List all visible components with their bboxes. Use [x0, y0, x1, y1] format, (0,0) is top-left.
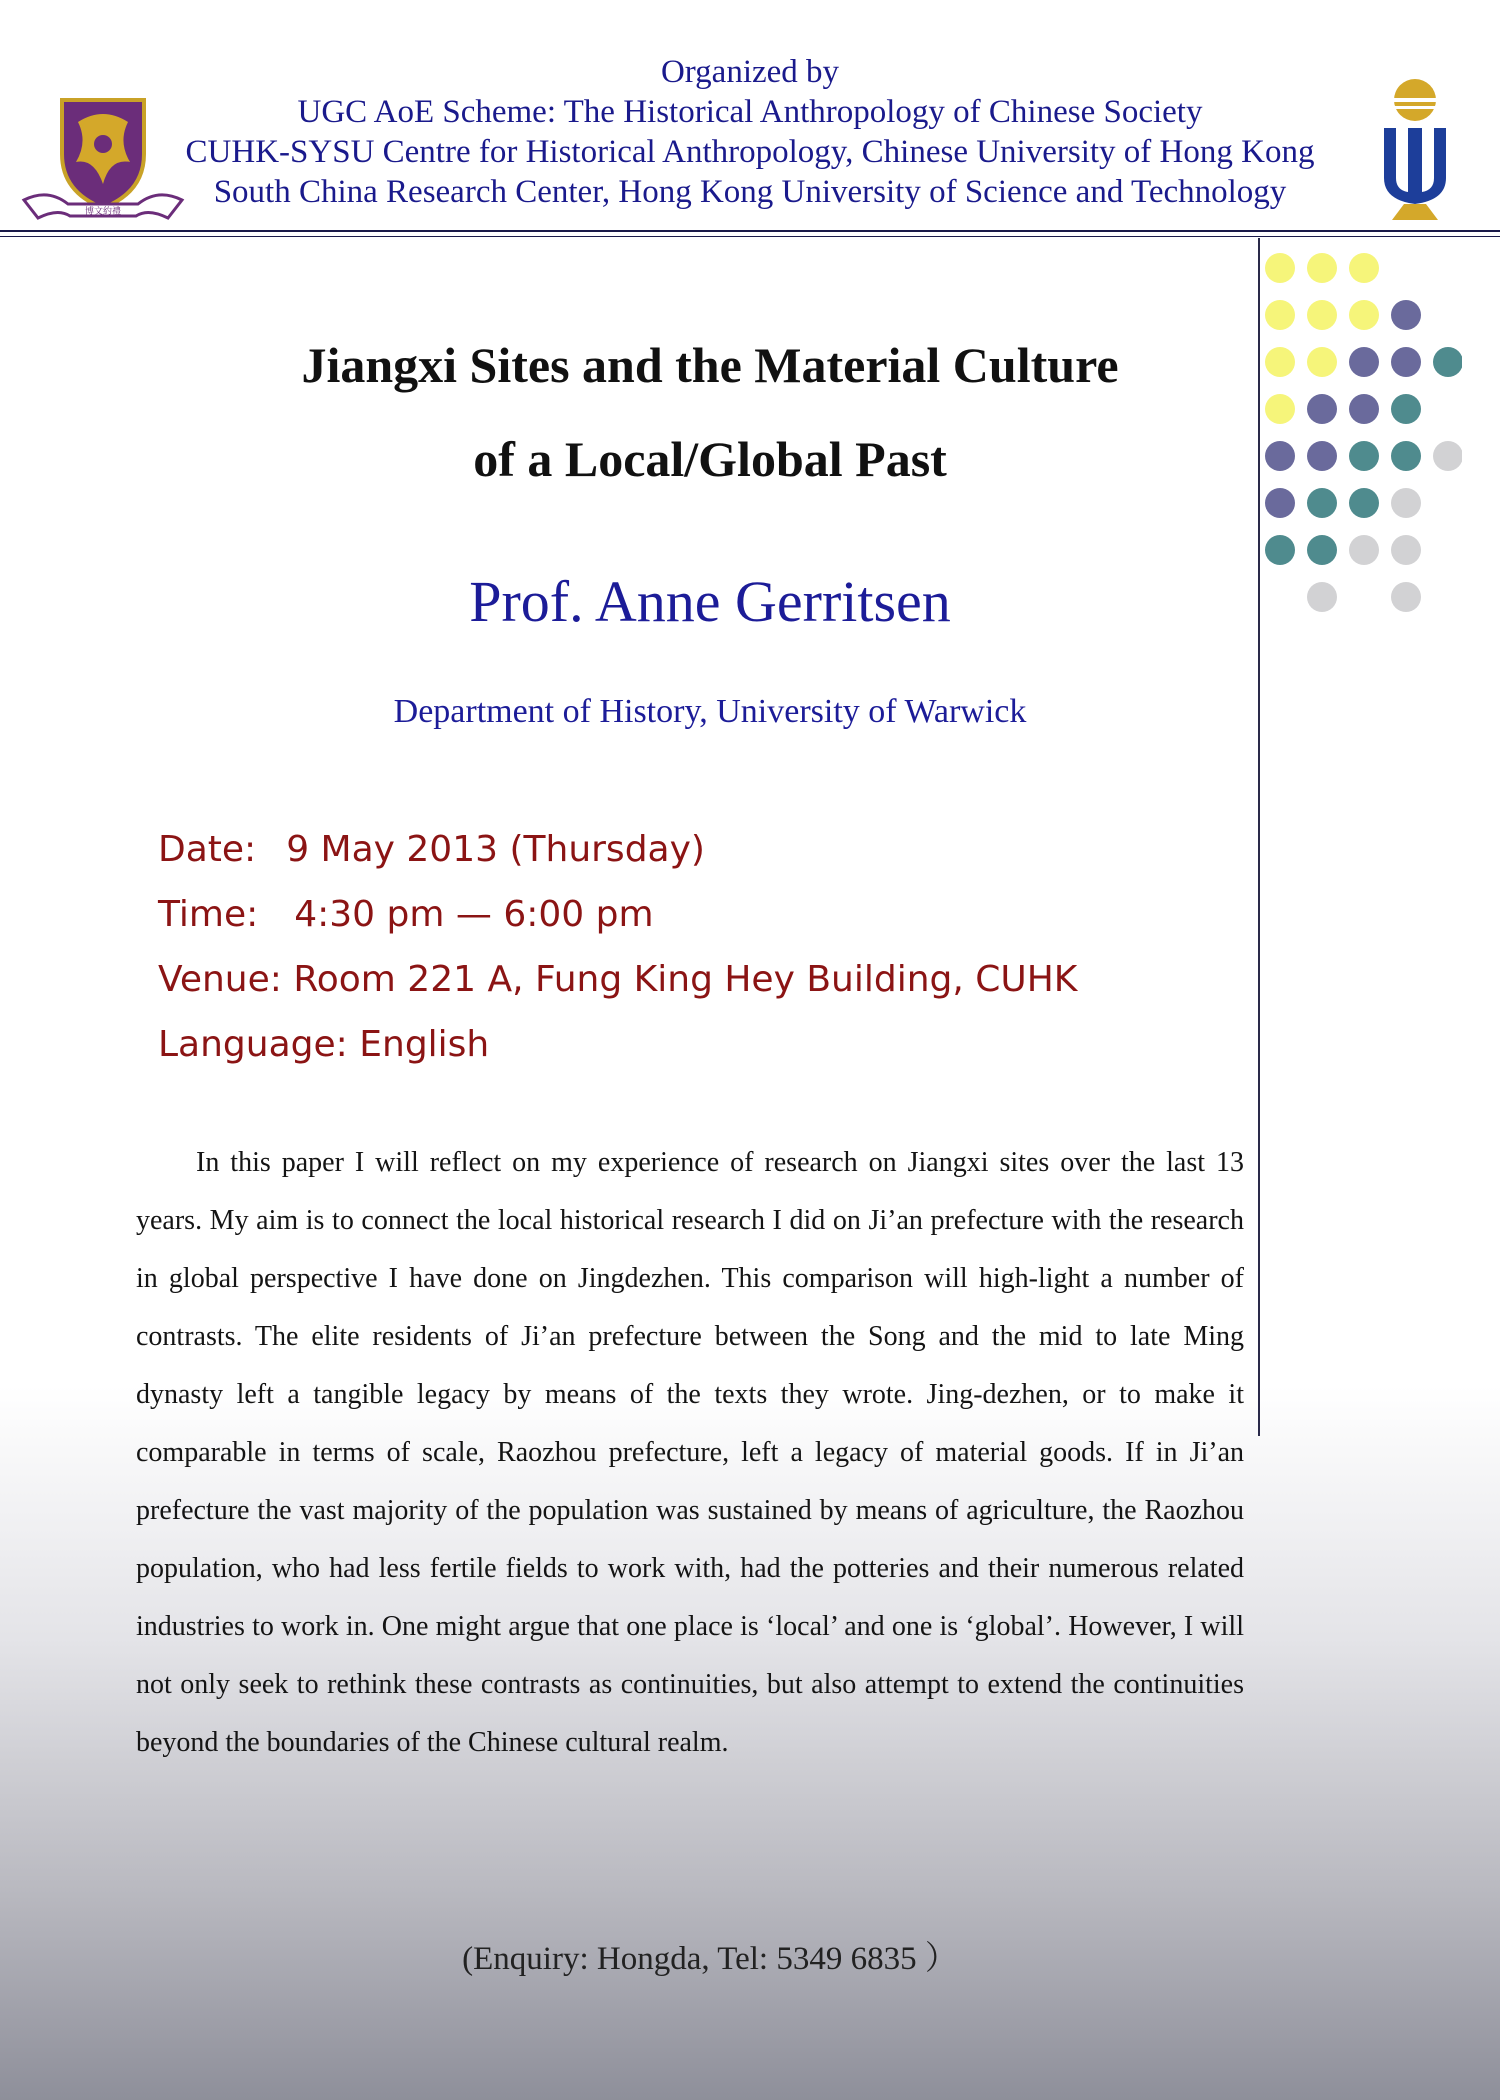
decorative-dot: [1433, 347, 1462, 377]
decorative-dot: [1307, 535, 1337, 565]
organizer-line-2: CUHK-SYSU Centre for Historical Anthropology, Chinese University of Hong Kong: [185, 134, 1315, 170]
organizer-line-1: UGC AoE Scheme: The Historical Anthropology of Chinese Society: [297, 94, 1203, 130]
header-rule-secondary: [0, 236, 1500, 237]
event-details: [158, 817, 1238, 1077]
language-value: English: [359, 1024, 490, 1065]
decorative-dot: [1349, 253, 1379, 283]
header: [0, 0, 1500, 240]
date-value: 9 May 2013 (Thursday): [286, 829, 705, 870]
decorative-dot: [1349, 300, 1379, 330]
decorative-dot: [1307, 394, 1337, 424]
decorative-dot: [1349, 441, 1379, 471]
speaker-department: Department of History, University of Warwick: [393, 693, 1027, 730]
decorative-dot: [1307, 300, 1337, 330]
organized-by-label: Organized by: [660, 54, 840, 90]
decorative-dot: [1391, 347, 1421, 377]
decorative-dot: [1349, 347, 1379, 377]
title-line-1: Jiangxi Sites and the Material Culture: [301, 337, 1119, 393]
venue-row: [158, 947, 1238, 1012]
decorative-dot: [1391, 441, 1421, 471]
time-label: Time:: [158, 894, 259, 935]
venue-label: Venue:: [158, 959, 282, 1000]
decorative-dot: [1307, 441, 1337, 471]
enquiry-contact: (Enquiry: Hongda, Tel: 5349 6835 ）: [462, 1941, 958, 1977]
decorative-dot: [1307, 488, 1337, 518]
organizers: [140, 52, 1360, 212]
abstract-paragraph: In this paper I will reflect on my experience of research on Jiangxi sites over the last 13 years. My aim is to connect the local historical research I did on Ji’an prefecture with the research in global perspective I have done on Jingdezhen. This comparison will high-light a number of contrasts. The elite residents of Ji’an prefecture between the Song and the mid to late Ming dynasty left a tangible legacy by means of the texts they wrote. Jing-dezhen, or to make it comparable in terms of scale, Raozhou prefecture, left a legacy of material goods. If in Ji’an prefecture the vast majority of the population was sustained by means of agriculture, the Raozhou population, who had less fertile fields to work with, had the potteries and their numerous related industries to work in. One might argue that one place is ‘local’ and one is ‘global’. However, I will not only seek to rethink these contrasts as continuities, but also attempt to extend the continuities beyond the boundaries of the Chinese cultural realm.: [136, 1147, 1244, 1758]
decorative-dot: [1391, 582, 1421, 612]
date-row: [158, 817, 1238, 882]
event-title: [140, 318, 1280, 506]
decorative-dot: [1349, 488, 1379, 518]
header-rule: [0, 230, 1500, 232]
decorative-dot: [1391, 300, 1421, 330]
organizer-line-3: South China Research Center, Hong Kong University of Science and Technology: [213, 174, 1287, 210]
language-label: Language:: [158, 1024, 348, 1065]
decorative-dot: [1307, 253, 1337, 283]
decorative-dot: [1307, 582, 1337, 612]
decorative-dot: [1265, 253, 1295, 283]
date-label: Date:: [158, 829, 257, 870]
speaker-name: Prof. Anne Gerritsen: [469, 569, 951, 634]
venue-value: Room 221 A, Fung King Hey Building, CUHK: [293, 959, 1078, 1000]
title-line-2: of a Local/Global Past: [473, 431, 947, 487]
decorative-dot: [1433, 441, 1462, 471]
time-row: [158, 882, 1238, 947]
decorative-dot: [1265, 535, 1295, 565]
time-value: 4:30 pm — 6:00 pm: [294, 894, 654, 935]
decorative-dot: [1349, 535, 1379, 565]
decorative-dot: [1349, 394, 1379, 424]
language-row: [158, 1012, 1238, 1077]
decorative-dots: [1262, 244, 1462, 624]
decorative-dot: [1391, 394, 1421, 424]
hkust-logo-icon: [1382, 78, 1448, 220]
decorative-dot: [1391, 488, 1421, 518]
svg-text:博文約禮: 博文約禮: [84, 207, 122, 217]
decorative-dot: [1391, 535, 1421, 565]
decorative-dot: [1307, 347, 1337, 377]
